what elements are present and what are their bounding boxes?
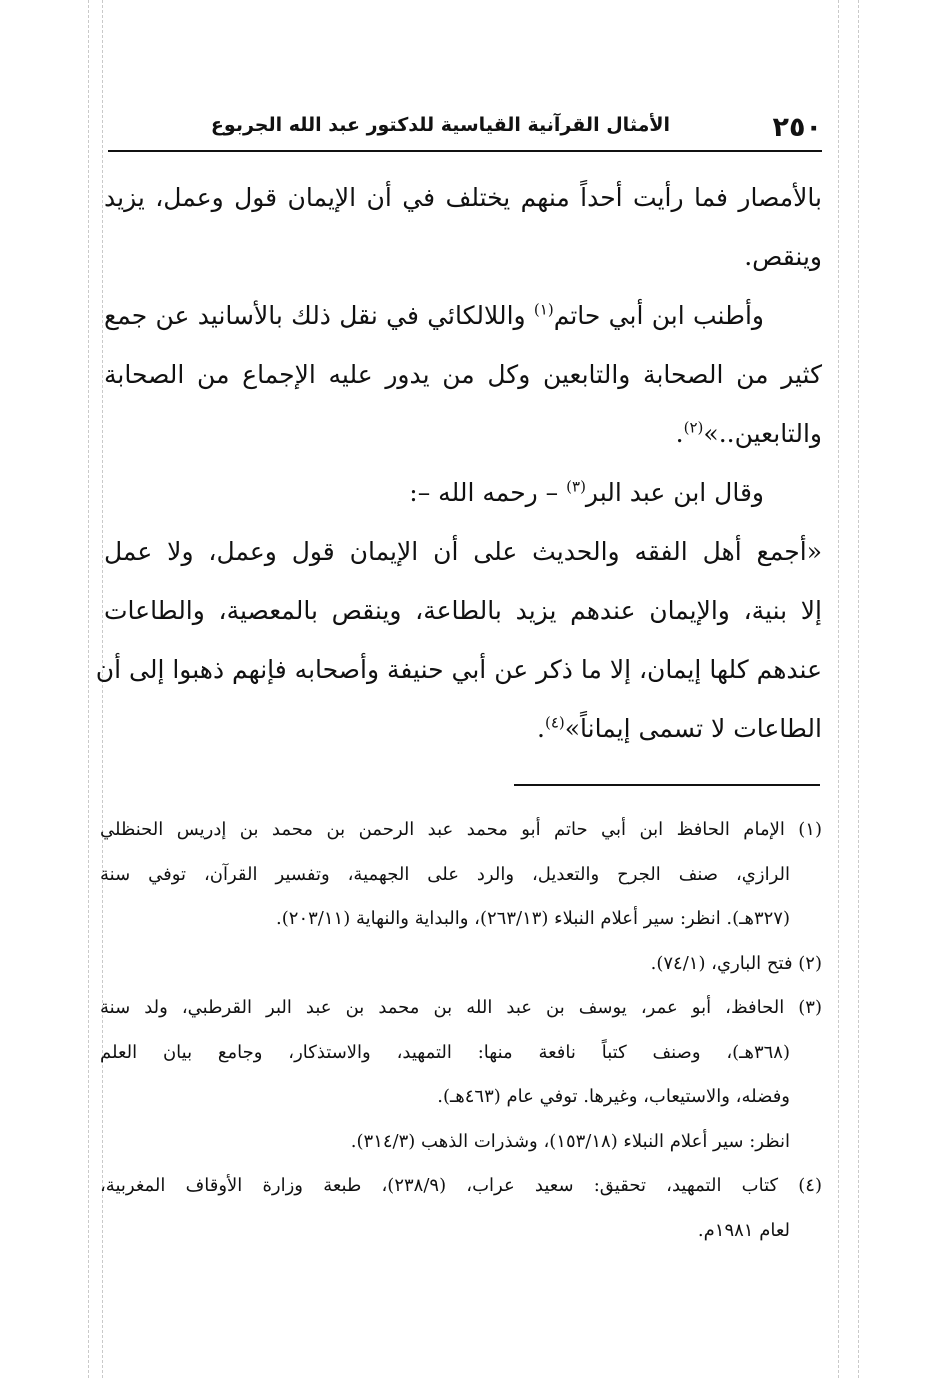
- footnote-line: لعام ١٩٨١م.: [697, 1219, 790, 1241]
- footnote-marker[interactable]: (١): [533, 300, 554, 319]
- text-segment: .: [675, 419, 684, 448]
- main-text: [95, 168, 822, 758]
- footnote-line: (٣٦٨هـ)، وصنف كتباً نافعة منها: التمهيد، والاستذكار، وجامع بيان العلم: [100, 1041, 790, 1063]
- footnote-line: وفضله، والاستيعاب، وغيرها. توفي عام (٤٦٣هـ).: [437, 1086, 790, 1107]
- text-line: وينقص.: [744, 242, 822, 271]
- footnote-line: الرازي، صنف الجرح والتعديل، والرد على الجهمية، وتفسير القرآن، توفي سنة: [100, 863, 790, 885]
- header-divider: [108, 150, 822, 152]
- footnote-line: (٣) الحافظ، أبو عمر، يوسف بن عبد الله بن محمد بن عبد البر القرطبي، ولد سنة: [100, 997, 822, 1018]
- footnotes: [100, 808, 822, 1253]
- footnote-marker[interactable]: (٢): [683, 418, 704, 437]
- footnote-marker[interactable]: (٤): [544, 713, 565, 732]
- scan-guide-line: [838, 0, 839, 1378]
- footnote-marker[interactable]: (٣): [566, 477, 586, 496]
- scan-guide-line: [88, 0, 89, 1378]
- text-segment: وقال ابن عبد البر: [585, 478, 764, 507]
- text-line: [104, 699, 822, 758]
- text-segment: وأطنب ابن أبي حاتم: [553, 301, 764, 330]
- scan-guide-line: [858, 0, 859, 1378]
- footnote-line: (٤) كتاب التمهيد، تحقيق: سعيد عراب، (٢٣٨/٩)، طبعة وزارة الأوقاف المغربية،: [100, 1175, 822, 1196]
- text-segment: والتابعين..»: [703, 419, 822, 448]
- text-line: كثير من الصحابة والتابعين وكل من يدور عليه الإجماع من الصحابة: [104, 360, 822, 389]
- page-number: ٢٥٠: [772, 112, 822, 143]
- running-title: الأمثال القرآنية القياسية للدكتور عبد الله الجربوع: [210, 114, 670, 136]
- footnote-line: (٣٢٧هـ). انظر: سير أعلام النبلاء (٢٦٣/١٣)، والبداية والنهاية (٢٠٣/١١).: [276, 908, 790, 929]
- text-segment: .: [537, 714, 545, 743]
- text-line: إلا بنية، والإيمان عندهم يزيد بالطاعة، وينقص بالمعصية، والطاعات: [104, 596, 822, 625]
- text-line: [104, 463, 822, 522]
- text-segment: واللالكائي في نقل ذلك بالأسانيد عن جمع: [104, 301, 526, 330]
- text-segment: – رحمه الله –:: [409, 478, 559, 507]
- footnote-line: انظر: سير أعلام النبلاء (١٥٣/١٨)، وشذرات الذهب (٣١٤/٣).: [350, 1130, 790, 1152]
- footnote-line: (٢) فتح الباري، (٧٤/١).: [650, 952, 822, 974]
- text-line: [104, 404, 822, 463]
- text-segment: الطاعات لا تسمى إيماناً»: [564, 714, 822, 743]
- text-line: بالأمصار فما رأيت أحداً منهم يختلف في أن الإيمان قول وعمل، يزيد: [104, 183, 822, 212]
- text-line: [104, 286, 822, 345]
- footnote-divider: [514, 784, 820, 786]
- text-line: عندهم كلها إيمان، إلا ما ذكر عن أبي حنيفة وأصحابه فإنهم ذهبوا إلى أن: [95, 655, 822, 684]
- footnote-line: (١) الإمام الحافظ ابن أبي حاتم أبو محمد عبد الرحمن بن محمد بن إدريس الحنظلي: [100, 819, 822, 840]
- text-line: «أجمع أهل الفقه والحديث على أن الإيمان قول وعمل، ولا عمل: [104, 537, 822, 566]
